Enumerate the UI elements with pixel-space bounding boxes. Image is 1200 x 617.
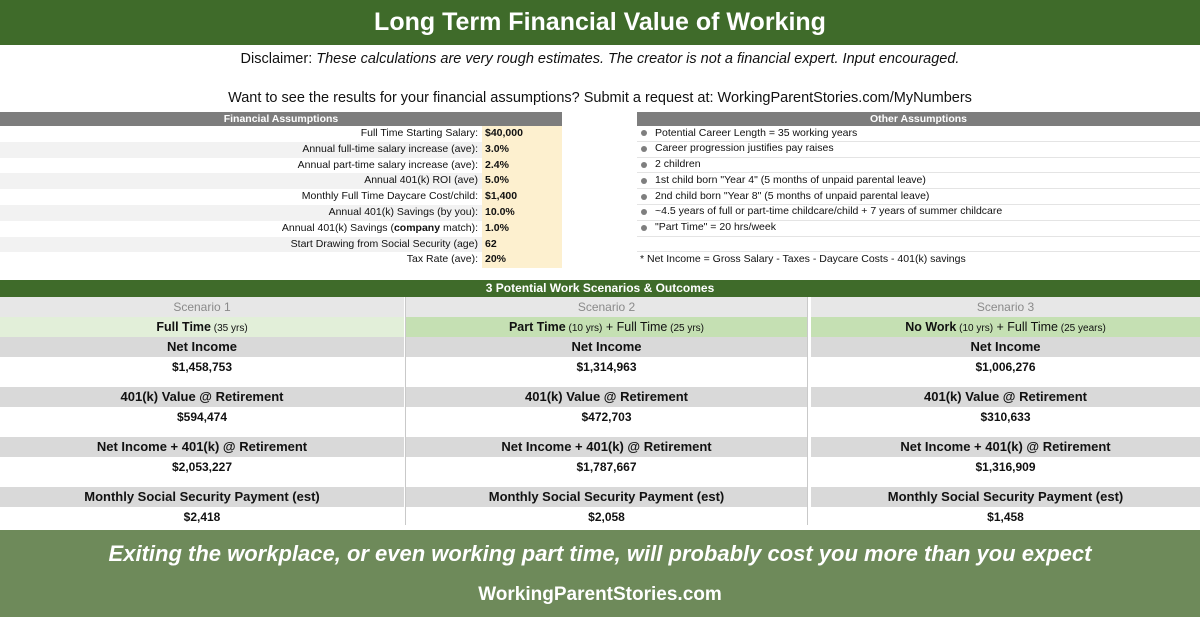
- 401k-value: $594,474: [0, 407, 404, 427]
- bullet-icon: [641, 225, 647, 231]
- net-income-value: $1,006,276: [811, 357, 1200, 377]
- social-security-value: $1,458: [811, 507, 1200, 527]
- disclaimer: [0, 48, 1200, 70]
- assumption-value: 62: [482, 237, 562, 253]
- scenario-name: [406, 317, 807, 337]
- assumption-value: 1.0%: [482, 221, 562, 237]
- other-assumptions-list: [637, 126, 1200, 268]
- assumption-value: 20%: [482, 252, 562, 268]
- assumption-value: $40,000: [482, 126, 562, 142]
- net-income-label: Net Income: [811, 337, 1200, 357]
- combined-value: $1,787,667: [406, 457, 807, 477]
- bullet-icon: [641, 162, 647, 168]
- scenario-name-a: No Work: [905, 320, 957, 334]
- bullet-icon: [641, 209, 647, 215]
- scenarios-header: 3 Potential Work Scenarios & Outcomes: [0, 280, 1200, 297]
- assumption-label-bold: company: [393, 221, 441, 234]
- scenario-years-b: (25 years): [1058, 323, 1106, 334]
- assumption-label: Tax Rate (ave):: [406, 253, 478, 266]
- list-item: [637, 126, 1200, 142]
- scenario-column: [811, 297, 1200, 525]
- combined-label: Net Income + 401(k) @ Retirement: [406, 437, 807, 457]
- net-income-value: $1,458,753: [0, 357, 404, 377]
- assumption-label: Annual 401(k) Savings (by you):: [0, 205, 482, 221]
- assumption-row: [0, 126, 562, 142]
- scenario-name-a: Part Time: [508, 320, 566, 334]
- assumption-label-post: match):: [440, 221, 478, 234]
- 401k-label: 401(k) Value @ Retirement: [406, 387, 807, 407]
- combined-label: Net Income + 401(k) @ Retirement: [0, 437, 404, 457]
- assumption-label: Start Drawing from Social Security (age): [0, 237, 482, 253]
- financial-assumptions-header: Financial Assumptions: [0, 112, 562, 126]
- footer-tagline: Exiting the workplace, or even working part time, will probably cost you more than you expect: [108, 541, 1092, 566]
- list-item-text: ~4.5 years of full or part-time childcare/child + 7 years of summer childcare: [655, 205, 1003, 218]
- list-item-text: 2nd child born "Year 8" (5 months of unpaid parental leave): [655, 189, 930, 202]
- scenario-name-a: Full Time: [156, 320, 211, 334]
- scenario-name-b: + Full Time: [602, 320, 668, 334]
- scenario-years-a: (35 yrs): [210, 323, 248, 334]
- scenario-years-a: (10 yrs): [565, 323, 603, 334]
- list-item: [637, 158, 1200, 174]
- bullet-icon: [641, 194, 647, 200]
- 401k-value: $472,703: [406, 407, 807, 427]
- assumption-label: Annual 401(k) ROI (ave): [0, 173, 482, 189]
- disclaimer-label: Disclaimer:: [240, 51, 313, 67]
- assumption-value: 5.0%: [482, 173, 562, 189]
- social-security-value: $2,058: [406, 507, 807, 527]
- assumption-value: 2.4%: [482, 158, 562, 174]
- assumption-row: [0, 158, 562, 174]
- assumption-row: [0, 189, 562, 205]
- assumption-row: [0, 252, 562, 268]
- assumption-label: [0, 221, 482, 237]
- social-security-label: Monthly Social Security Payment (est): [811, 487, 1200, 507]
- disclaimer-text: These calculations are very rough estimates. The creator is not a financial expert. Input encouraged.: [316, 51, 960, 67]
- social-security-label: Monthly Social Security Payment (est): [406, 487, 807, 507]
- scenario-years-a: (10 yrs): [956, 323, 994, 334]
- scenario-column: [0, 297, 404, 525]
- assumption-label: Annual part-time salary increase (ave):: [297, 158, 478, 171]
- assumption-row: [0, 237, 562, 253]
- net-income-value: $1,314,963: [406, 357, 807, 377]
- list-item: [637, 173, 1200, 189]
- list-spacer: [637, 237, 1200, 253]
- scenario-number: Scenario 1: [0, 297, 404, 317]
- 401k-label: 401(k) Value @ Retirement: [811, 387, 1200, 407]
- list-item-text: 1st child born "Year 4" (5 months of unpaid parental leave): [655, 173, 926, 186]
- assumption-row: [0, 142, 562, 158]
- combined-value: $1,316,909: [811, 457, 1200, 477]
- list-item: [637, 205, 1200, 221]
- list-item: [637, 142, 1200, 158]
- scenario-name: [811, 317, 1200, 337]
- footer-site-link: WorkingParentStories.com: [478, 584, 722, 605]
- combined-label: Net Income + 401(k) @ Retirement: [811, 437, 1200, 457]
- combined-value: $2,053,227: [0, 457, 404, 477]
- list-item-text: Career progression justifies pay raises: [655, 142, 834, 155]
- page-title: Long Term Financial Value of Working: [0, 0, 1200, 45]
- bullet-icon: [641, 146, 647, 152]
- request-line: Want to see the results for your financial assumptions? Submit a request at: WorkingParentStories.com/MyNumbers: [228, 90, 972, 106]
- scenario-column: [405, 297, 808, 525]
- financial-assumptions-table: [0, 126, 562, 268]
- assumption-value: 10.0%: [482, 205, 562, 221]
- 401k-label: 401(k) Value @ Retirement: [0, 387, 404, 407]
- assumption-label: Annual full-time salary increase (ave):: [0, 142, 482, 158]
- scenario-number: Scenario 3: [811, 297, 1200, 317]
- scenario-number: Scenario 2: [406, 297, 807, 317]
- social-security-value: $2,418: [0, 507, 404, 527]
- list-item: [637, 221, 1200, 237]
- scenario-name-b: + Full Time: [993, 320, 1058, 334]
- assumption-label-pre: Annual 401(k) Savings (: [281, 221, 394, 234]
- net-income-label: Net Income: [406, 337, 807, 357]
- assumption-row: [0, 173, 562, 189]
- list-item-text: "Part Time" = 20 hrs/week: [655, 221, 776, 234]
- scenario-years-b: (25 yrs): [667, 323, 705, 334]
- other-assumptions-header: Other Assumptions: [637, 112, 1200, 126]
- list-item: [637, 189, 1200, 205]
- 401k-value: $310,633: [811, 407, 1200, 427]
- bullet-icon: [641, 178, 647, 184]
- net-income-label: Net Income: [0, 337, 404, 357]
- assumption-value: $1,400: [482, 189, 562, 205]
- assumption-row: [0, 221, 562, 237]
- assumption-label: Monthly Full Time Daycare Cost/child:: [301, 190, 478, 203]
- assumption-value: 3.0%: [482, 142, 562, 158]
- list-item-text: 2 children: [655, 158, 701, 171]
- social-security-label: Monthly Social Security Payment (est): [0, 487, 404, 507]
- footer-banner: [0, 530, 1200, 617]
- list-item-text: Potential Career Length = 35 working years: [655, 126, 858, 139]
- bullet-icon: [641, 130, 647, 136]
- assumption-label: Full Time Starting Salary:: [360, 127, 478, 139]
- scenario-name: [0, 317, 404, 337]
- net-income-note: * Net Income = Gross Salary - Taxes - Daycare Costs - 401(k) savings: [640, 253, 966, 266]
- assumption-row: [0, 205, 562, 221]
